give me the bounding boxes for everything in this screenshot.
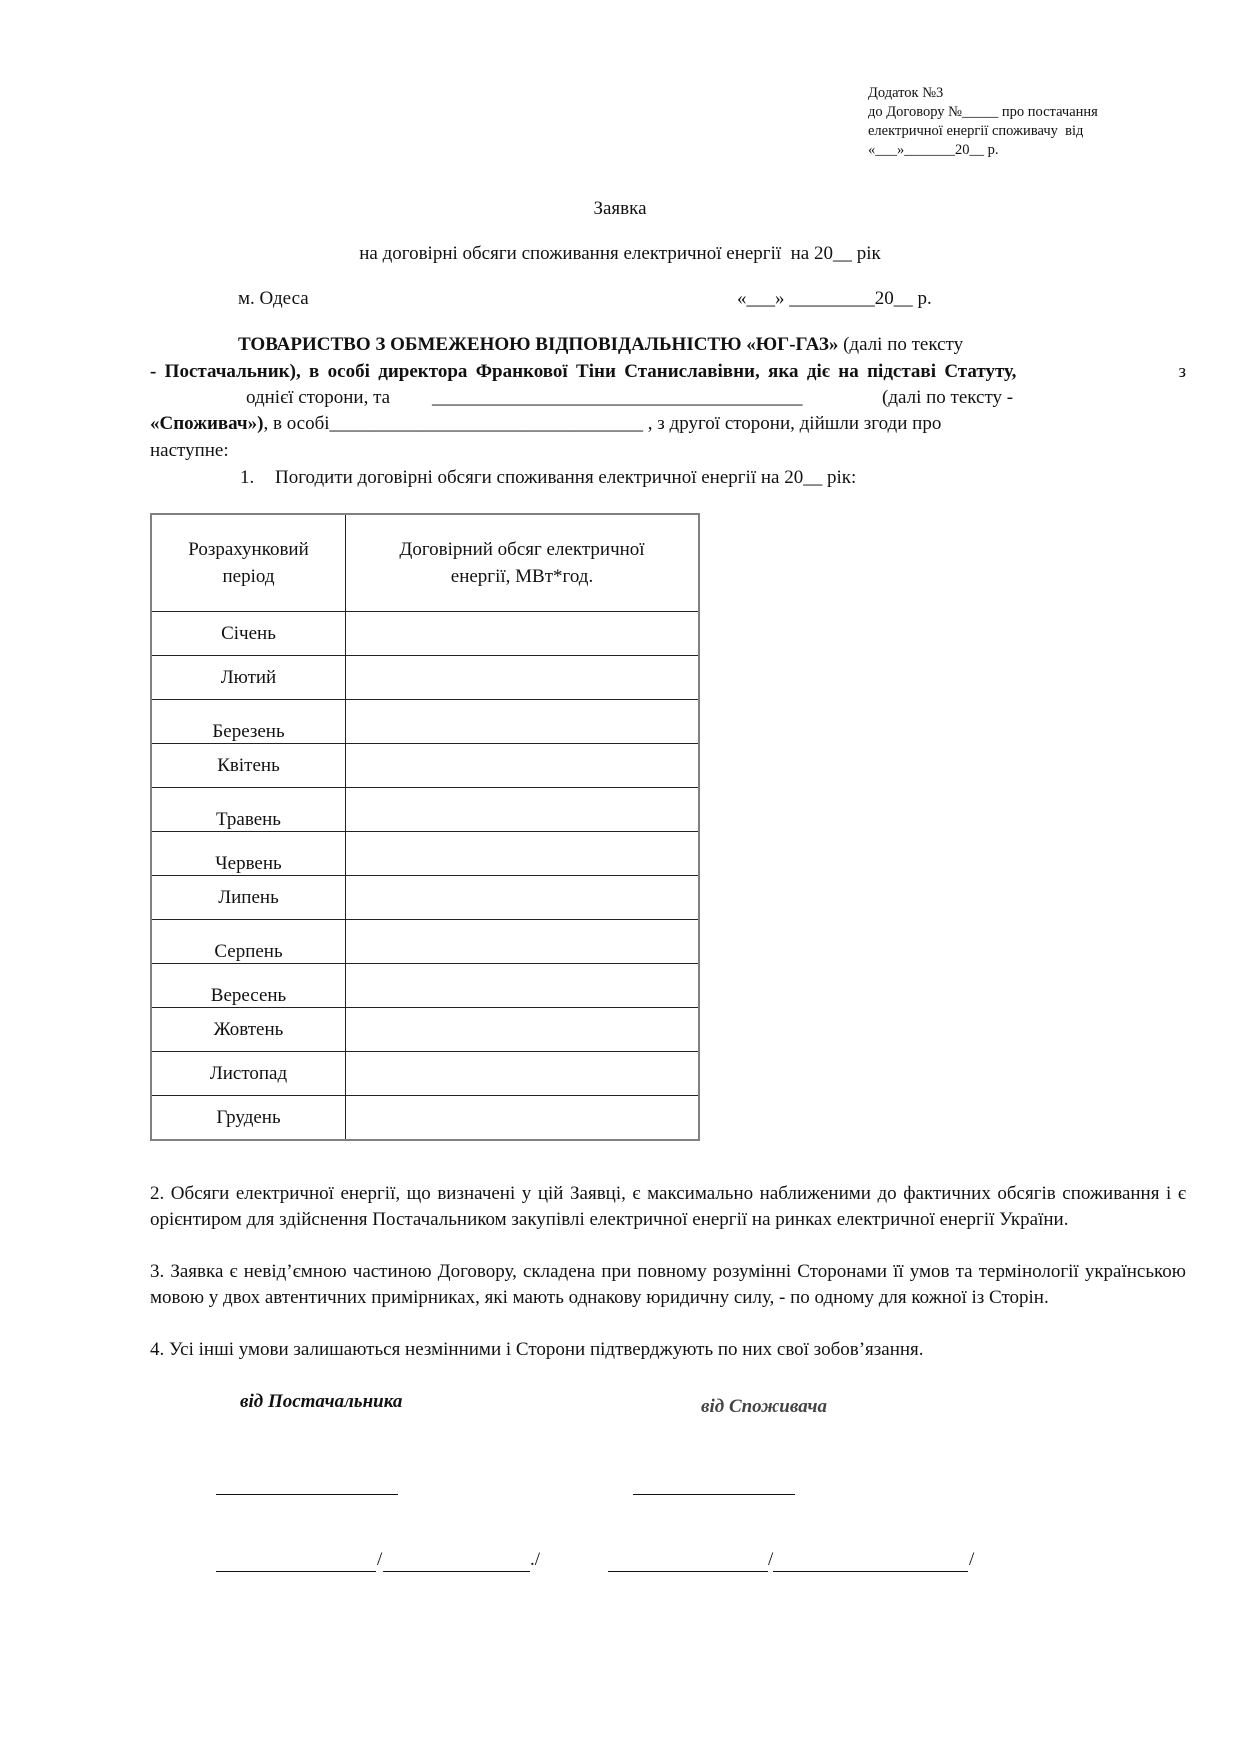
period-cell: Жовтень bbox=[151, 1008, 346, 1052]
supplier-signature-label: від Постачальника bbox=[240, 1391, 403, 1412]
volume-input-cell[interactable] bbox=[346, 700, 700, 744]
preamble-text: , з другої сторони, дійшли згоди про bbox=[643, 413, 942, 434]
clause-1-text: Погодити договірні обсяги споживання електричної енергії на 20__ рік: bbox=[275, 467, 857, 488]
annex-contract-ref: до Договору №_____ про постачання bbox=[868, 104, 1098, 120]
preamble-line-2 bbox=[150, 361, 1186, 383]
separator: / bbox=[969, 1549, 975, 1570]
volume-input-cell[interactable] bbox=[346, 920, 700, 964]
period-cell: Серпень bbox=[151, 920, 346, 964]
period-cell: Травень bbox=[151, 788, 346, 832]
column-header-text: Розрахунковий bbox=[188, 539, 309, 560]
consumer-signature-label: від Споживача bbox=[701, 1396, 827, 1417]
supplier-signature-field[interactable] bbox=[216, 1571, 376, 1572]
column-header-text: Договірний обсяг електричної bbox=[399, 539, 645, 560]
consumer-name-field[interactable] bbox=[773, 1571, 968, 1572]
volume-input-cell[interactable] bbox=[346, 1008, 700, 1052]
column-header-volume bbox=[346, 514, 700, 612]
consumption-volume-table bbox=[150, 513, 700, 1141]
table-header-row bbox=[151, 514, 699, 612]
column-header-text: період bbox=[222, 566, 275, 587]
table-row bbox=[151, 744, 699, 788]
column-header-text: енергії, МВт*год. bbox=[450, 566, 594, 587]
volume-input-cell[interactable] bbox=[346, 876, 700, 920]
separator: / bbox=[768, 1549, 774, 1570]
table-row bbox=[151, 656, 699, 700]
table-row bbox=[151, 920, 699, 964]
annex-number: Додаток №3 bbox=[868, 85, 944, 101]
clause-1-number: 1. bbox=[240, 467, 255, 488]
city-label: м. Одеса bbox=[238, 288, 309, 309]
company-name: ТОВАРИСТВО З ОБМЕЖЕНОЮ ВІДПОВІДАЛЬНІСТЮ «ЮГ-ГАЗ» bbox=[238, 334, 839, 355]
separator: / bbox=[377, 1549, 383, 1570]
annex-contract-date: «___»_______20__ р. bbox=[868, 142, 999, 158]
clause-2: 2. Обсяги електричної енергії, що визначені у цій Заявці, є максимально наближеними до фактичних обсягів споживання і є орієнтиром для здійснення Постачальником закупівлі електричної енергії на ринках електричної енергії України. bbox=[150, 1183, 1186, 1230]
clause-4: 4. Усі інші умови залишаються незмінними і Сторони підтверджують по них свої зобов’язання. bbox=[150, 1339, 924, 1360]
table-row bbox=[151, 832, 699, 876]
period-cell: Листопад bbox=[151, 1052, 346, 1096]
volume-input-cell[interactable] bbox=[346, 788, 700, 832]
preamble-line-3-b: (далі по тексту - bbox=[882, 387, 1014, 408]
consumer-signature-line[interactable] bbox=[633, 1494, 795, 1495]
table-row bbox=[151, 1052, 699, 1096]
period-cell: Липень bbox=[151, 876, 346, 920]
preamble-text: з bbox=[1178, 361, 1186, 382]
annex-reference bbox=[868, 84, 1098, 160]
period-cell: Лютий bbox=[151, 656, 346, 700]
separator: ./ bbox=[530, 1549, 541, 1570]
page-subtitle: на договірні обсяги споживання електричної енергії на 20__ рік bbox=[359, 243, 881, 264]
volume-input-cell[interactable] bbox=[346, 1052, 700, 1096]
supplier-name-field[interactable] bbox=[383, 1571, 530, 1572]
volume-input-cell[interactable] bbox=[346, 1096, 700, 1141]
table-row bbox=[151, 964, 699, 1008]
consumer-label: «Споживач») bbox=[150, 413, 264, 434]
volume-input-cell[interactable] bbox=[346, 832, 700, 876]
period-cell: Січень bbox=[151, 612, 346, 656]
table-row bbox=[151, 876, 699, 920]
preamble-line-5: наступне: bbox=[150, 440, 229, 461]
consumer-signature-field[interactable] bbox=[608, 1571, 768, 1572]
volume-input-cell[interactable] bbox=[346, 964, 700, 1008]
annex-contract-subject: електричної енергії споживачу від bbox=[868, 123, 1084, 139]
period-cell: Квітень bbox=[151, 744, 346, 788]
document-date-field[interactable]: «___» _________20__ р. bbox=[737, 288, 932, 309]
period-cell: Червень bbox=[151, 832, 346, 876]
table-row bbox=[151, 788, 699, 832]
table-row bbox=[151, 612, 699, 656]
supplier-representative: - Постачальник), в особі директора Франкової Тіни Станиславівни, яка діє на підставі Статуту, bbox=[150, 361, 1017, 382]
preamble-text: , в особі bbox=[263, 413, 330, 434]
page-title: Заявка bbox=[593, 198, 647, 219]
consumer-representative-field[interactable]: _________________________________ bbox=[329, 413, 644, 434]
volume-input-cell[interactable] bbox=[346, 744, 700, 788]
preamble-line-4 bbox=[150, 413, 941, 435]
table-row bbox=[151, 1096, 699, 1141]
table-row bbox=[151, 700, 699, 744]
table-row bbox=[151, 1008, 699, 1052]
period-cell: Березень bbox=[151, 700, 346, 744]
period-cell: Вересень bbox=[151, 964, 346, 1008]
consumer-name-field[interactable]: _______________________________________ bbox=[432, 387, 803, 408]
column-header-period bbox=[151, 514, 346, 612]
supplier-signature-line[interactable] bbox=[216, 1494, 398, 1495]
preamble-line-3-a: однієї сторони, та bbox=[246, 387, 391, 408]
volume-input-cell[interactable] bbox=[346, 612, 700, 656]
period-cell: Грудень bbox=[151, 1096, 346, 1141]
preamble-line-1 bbox=[238, 334, 963, 356]
clause-3: 3. Заявка є невід’ємною частиною Договору, складена при повному розумінні Сторонами її умов та термінології українською мовою у двох автентичних примірниках, які мають однакову юридичну силу, - по одному для кожної із Сторін. bbox=[150, 1261, 1186, 1308]
volume-input-cell[interactable] bbox=[346, 656, 700, 700]
preamble-text: (далі по тексту bbox=[838, 334, 964, 355]
